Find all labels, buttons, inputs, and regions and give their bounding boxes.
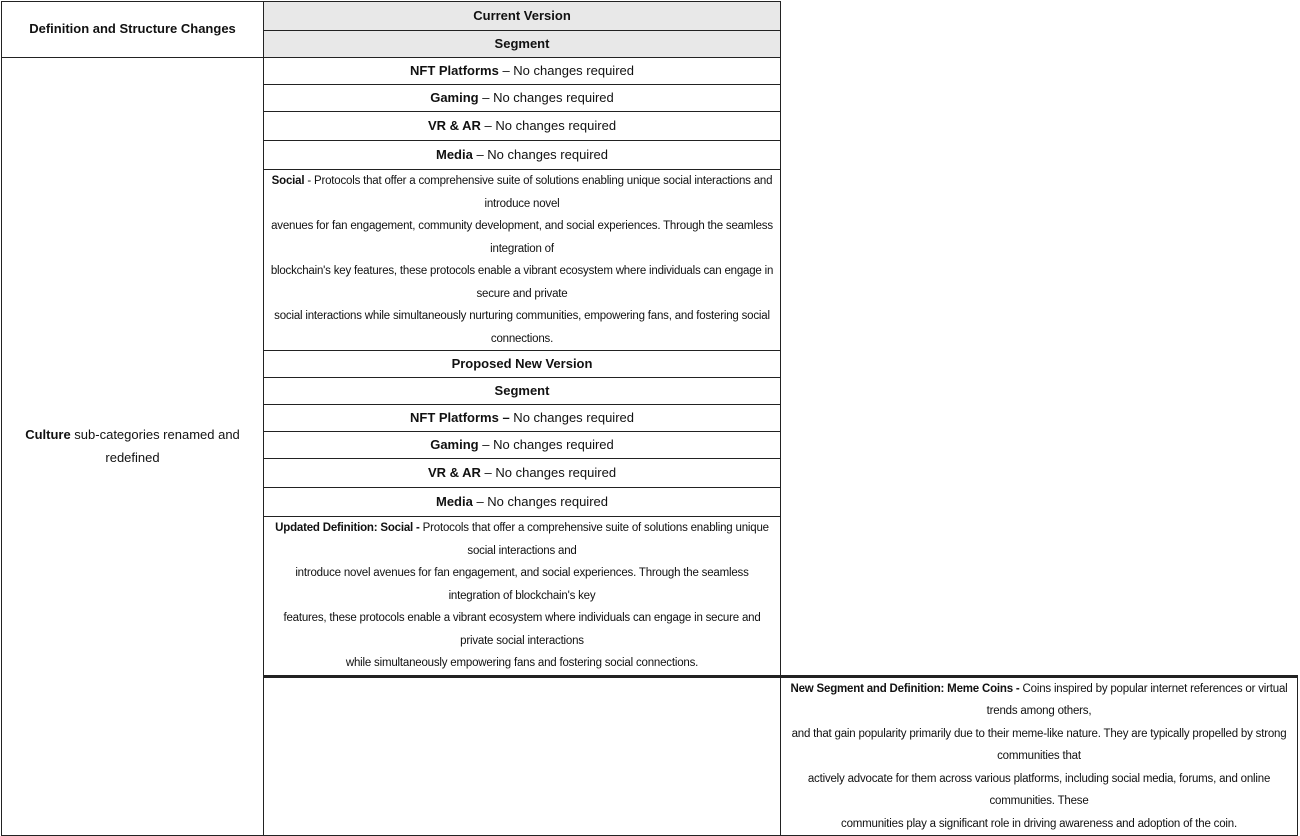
- para-line: avenues for fan engagement, community development, and social experiences. Through the seamless integration of: [271, 220, 773, 255]
- header-text: Definition and Structure Changes: [29, 21, 236, 37]
- current-row-media: [264, 141, 781, 170]
- para-line: and that gain popularity primarily due to their meme-like nature. They are typically propelled by strong communities that: [791, 727, 1287, 762]
- definition-changes-table: [1, 1, 1298, 836]
- para-text: - Protocols that offer a comprehensive suite of solutions enabling unique social interactions and introduce novel: [304, 175, 773, 210]
- header-text: Proposed New Version: [451, 355, 593, 371]
- header-current-version: [264, 2, 781, 31]
- para-line: while simultaneously empowering fans and fostering social connections.: [345, 657, 699, 669]
- proposed-segment-header: [264, 378, 781, 405]
- segment-name: New Segment and Definition: Meme Coins -: [790, 682, 1020, 695]
- culture-label-cell: [2, 58, 264, 836]
- segment-note: – No changes required: [472, 493, 608, 509]
- segment-note: – No changes required: [478, 89, 614, 105]
- para-text: Protocols that offer a comprehensive suite of solutions enabling unique social interactions and: [419, 522, 769, 557]
- segment-name: NFT Platforms: [410, 62, 499, 78]
- para-line: social interactions while simultaneously nurturing communities, empowering fans, and fostering social connections.: [274, 310, 770, 345]
- para-line: features, these protocols enable a vibrant ecosystem where individuals can engage in secure and private social interactions: [283, 612, 761, 647]
- header-text: Segment: [494, 35, 550, 51]
- para-line: introduce novel avenues for fan engagement, and social experiences. Through the seamless integration of blockchain's key: [295, 567, 749, 602]
- current-row-vr-ar: [264, 112, 781, 141]
- segment-name: Updated Definition: Social -: [275, 522, 420, 534]
- segment-name: NFT Platforms –: [410, 409, 510, 425]
- empty-left-cell: [264, 676, 781, 836]
- segment-name: Gaming: [430, 89, 479, 105]
- header-definition-structure: [2, 2, 264, 58]
- segment-name: Social: [271, 175, 305, 187]
- para-line: [269, 517, 775, 562]
- segment-note: – No changes required: [480, 117, 617, 133]
- proposed-row-gaming: [264, 432, 781, 459]
- updated-social-definition: [264, 517, 781, 677]
- current-row-nft: [264, 58, 781, 85]
- para-text: Coins inspired by popular internet references or virtual trends among others,: [986, 682, 1288, 717]
- segment-note: – No changes required: [480, 464, 617, 480]
- culture-label-text: sub-categories renamed and redefined: [70, 427, 240, 465]
- culture-label-bold: Culture: [25, 427, 71, 442]
- proposed-version-header: [264, 351, 781, 378]
- header-text: Segment: [494, 382, 550, 398]
- proposed-row-media: [264, 488, 781, 517]
- segment-name: Media: [436, 146, 473, 162]
- segment-name: VR & AR: [427, 464, 481, 480]
- proposed-row-vr-ar: [264, 459, 781, 488]
- segment-name: Media: [436, 493, 473, 509]
- segment-note: – No changes required: [472, 146, 608, 162]
- segment-name: Gaming: [430, 436, 479, 452]
- segment-note: – No changes required: [498, 62, 634, 78]
- para-line: [269, 170, 775, 215]
- current-social-definition: [264, 170, 781, 351]
- para-line: blockchain's key features, these protocols enable a vibrant ecosystem where individuals can engage in secure and private: [270, 265, 774, 300]
- current-row-gaming: [264, 85, 781, 112]
- para-line: communities play a significant role in driving awareness and adoption of the coin.: [841, 817, 1237, 830]
- para-line: actively advocate for them across various platforms, including social media, forums, and online communities. These: [807, 772, 1271, 807]
- proposed-row-nft: [264, 405, 781, 432]
- segment-note: – No changes required: [478, 436, 614, 452]
- segment-note: No changes required: [509, 409, 634, 425]
- meme-coins-definition: [781, 676, 1298, 836]
- segment-name: VR & AR: [427, 117, 481, 133]
- header-segment: [264, 31, 781, 58]
- header-text: Current Version: [473, 7, 571, 23]
- para-line: [786, 678, 1292, 723]
